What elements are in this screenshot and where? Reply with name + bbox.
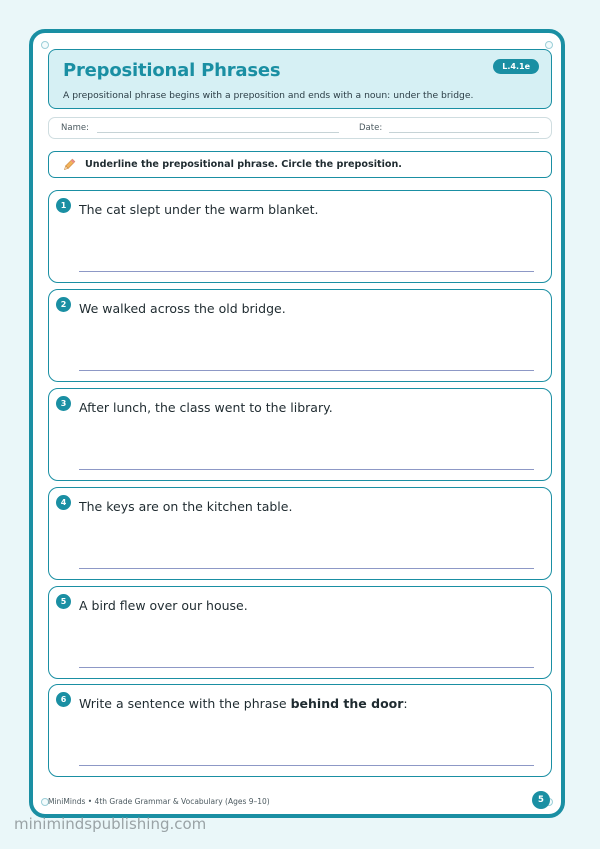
exercise-card-3 (48, 388, 552, 481)
watermark: minimindspublishing.com (14, 815, 207, 833)
instruction-text: Underline the prepositional phrase. Circle the preposition. (85, 159, 402, 170)
exercise-number: 4 (56, 495, 71, 510)
exercise-card-6 (48, 684, 552, 777)
corner-dot-top-right (545, 41, 553, 49)
exercise-sentence: The keys are on the kitchen table. (79, 499, 293, 514)
date-label: Date: (359, 123, 383, 133)
answer-line[interactable] (79, 370, 534, 371)
sentence-prefix: Write a sentence with the phrase (79, 696, 291, 711)
exercise-number: 6 (56, 692, 71, 707)
corner-dot-top-left (41, 41, 49, 49)
instruction-box (48, 151, 552, 178)
exercise-sentence: A bird flew over our house. (79, 598, 248, 613)
exercise-number: 2 (56, 297, 71, 312)
sentence-suffix: : (403, 696, 408, 711)
answer-line[interactable] (79, 765, 534, 766)
answer-line[interactable] (79, 568, 534, 569)
exercise-number: 3 (56, 396, 71, 411)
name-date-row (48, 117, 552, 139)
worksheet-header (48, 49, 552, 109)
exercise-card-1 (48, 190, 552, 283)
exercise-number: 5 (56, 594, 71, 609)
answer-line[interactable] (79, 667, 534, 668)
name-field[interactable] (97, 132, 339, 133)
pencil-icon (62, 158, 76, 172)
exercise-card-2 (48, 289, 552, 382)
page-title: Prepositional Phrases (63, 60, 281, 81)
exercise-sentence: We walked across the old bridge. (79, 301, 286, 316)
exercise-sentence (79, 696, 408, 711)
standard-badge: L.4.1e (493, 59, 539, 74)
answer-line[interactable] (79, 271, 534, 272)
target-phrase: behind the door (290, 696, 404, 711)
exercise-card-5 (48, 586, 552, 679)
page-subtitle: A prepositional phrase begins with a preposition and ends with a noun: under the bridge. (63, 90, 474, 101)
date-field[interactable] (389, 132, 539, 133)
page-number-badge: 5 (532, 791, 550, 809)
name-label: Name: (61, 123, 89, 133)
footer-text: MiniMinds • 4th Grade Grammar & Vocabulary (Ages 9–10) (48, 797, 270, 806)
answer-line[interactable] (79, 469, 534, 470)
exercise-number: 1 (56, 198, 71, 213)
exercise-sentence: After lunch, the class went to the library. (79, 400, 333, 415)
exercise-card-4 (48, 487, 552, 580)
exercise-sentence: The cat slept under the warm blanket. (79, 202, 319, 217)
